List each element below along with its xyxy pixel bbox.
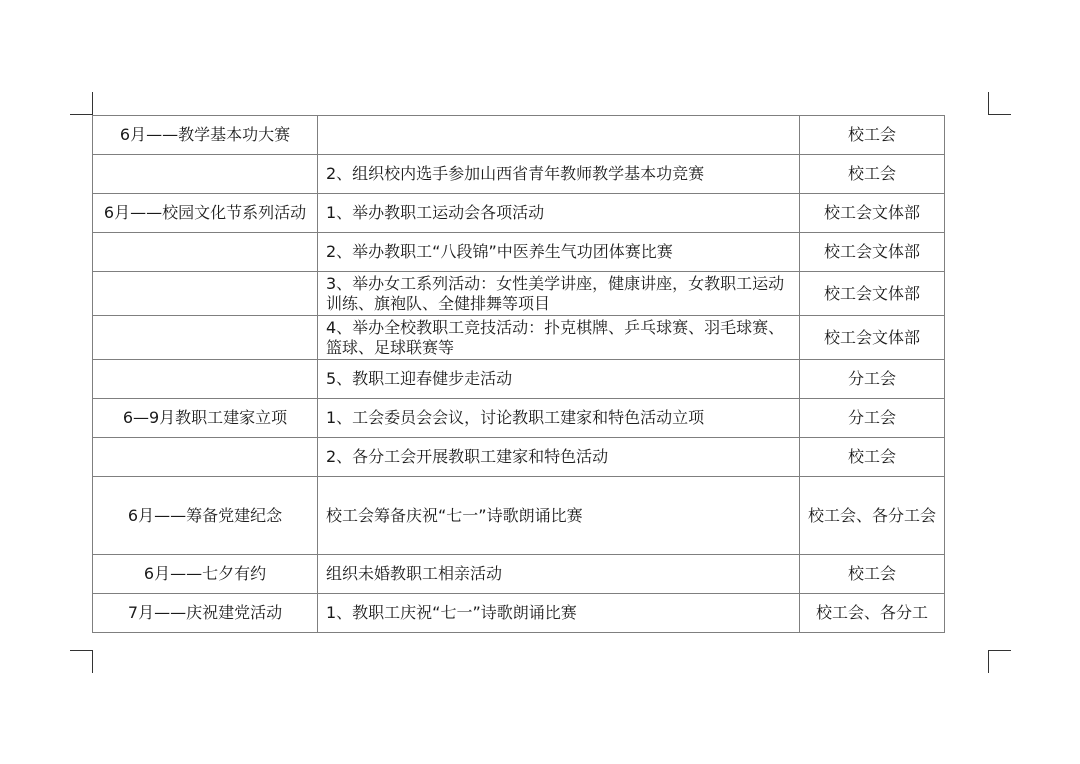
time-cell: 6月——七夕有约 (93, 555, 318, 594)
table-row (93, 116, 945, 155)
content-cell: 2、各分工会开展教职工建家和特色活动 (318, 438, 800, 477)
table-row (93, 438, 945, 477)
content-cell: 2、组织校内选手参加山西省青年教师教学基本功竞赛 (318, 155, 800, 194)
time-cell: 6—9月教职工建家立项 (93, 399, 318, 438)
time-cell: 6月——校园文化节系列活动 (93, 194, 318, 233)
crop-mark-top-left (70, 92, 93, 115)
crop-mark-bottom-left (70, 650, 93, 673)
content-cell: 4、举办全校教职工竞技活动：扑克棋牌、乒乓球赛、羽毛球赛、篮球、足球联赛等 (318, 316, 800, 360)
content-cell: 校工会筹备庆祝“七一”诗歌朗诵比赛 (318, 477, 800, 555)
crop-mark-top-right (988, 92, 1011, 115)
time-cell (93, 360, 318, 399)
content-cell: 1、工会委员会会议，讨论教职工建家和特色活动立项 (318, 399, 800, 438)
time-cell (93, 272, 318, 316)
table-row (93, 360, 945, 399)
content-cell: 5、教职工迎春健步走活动 (318, 360, 800, 399)
table-row (93, 555, 945, 594)
table-row (93, 477, 945, 555)
table-row (93, 399, 945, 438)
content-cell: 1、教职工庆祝“七一”诗歌朗诵比赛 (318, 594, 800, 633)
organizer-cell: 校工会文体部 (800, 316, 945, 360)
table-row (93, 194, 945, 233)
table-row (93, 233, 945, 272)
time-cell (93, 438, 318, 477)
table-row (93, 155, 945, 194)
organizer-cell: 校工会 (800, 438, 945, 477)
organizer-cell: 校工会 (800, 116, 945, 155)
organizer-cell: 校工会 (800, 155, 945, 194)
time-cell (93, 233, 318, 272)
content-cell: 3、举办女工系列活动：女性美学讲座，健康讲座，女教职工运动训练、旗袍队、全健排舞等项目 (318, 272, 800, 316)
time-cell (93, 155, 318, 194)
organizer-cell: 校工会文体部 (800, 233, 945, 272)
organizer-cell: 校工会文体部 (800, 272, 945, 316)
time-cell: 6月——教学基本功大赛 (93, 116, 318, 155)
content-cell (318, 116, 800, 155)
organizer-cell: 校工会、各分工会 (800, 477, 945, 555)
content-cell: 1、举办教职工运动会各项活动 (318, 194, 800, 233)
time-cell: 6月——筹备党建纪念 (93, 477, 318, 555)
content-cell: 2、举办教职工“八段锦”中医养生气功团体赛比赛 (318, 233, 800, 272)
organizer-cell: 校工会文体部 (800, 194, 945, 233)
activity-schedule-table (92, 115, 945, 633)
organizer-cell: 校工会 (800, 555, 945, 594)
time-cell (93, 316, 318, 360)
organizer-cell: 分工会 (800, 399, 945, 438)
organizer-cell: 分工会 (800, 360, 945, 399)
content-cell: 组织未婚教职工相亲活动 (318, 555, 800, 594)
time-cell: 7月——庆祝建党活动 (93, 594, 318, 633)
organizer-cell: 校工会、各分工 (800, 594, 945, 633)
table-row (93, 594, 945, 633)
table-row (93, 316, 945, 360)
crop-mark-bottom-right (988, 650, 1011, 673)
table-row (93, 272, 945, 316)
